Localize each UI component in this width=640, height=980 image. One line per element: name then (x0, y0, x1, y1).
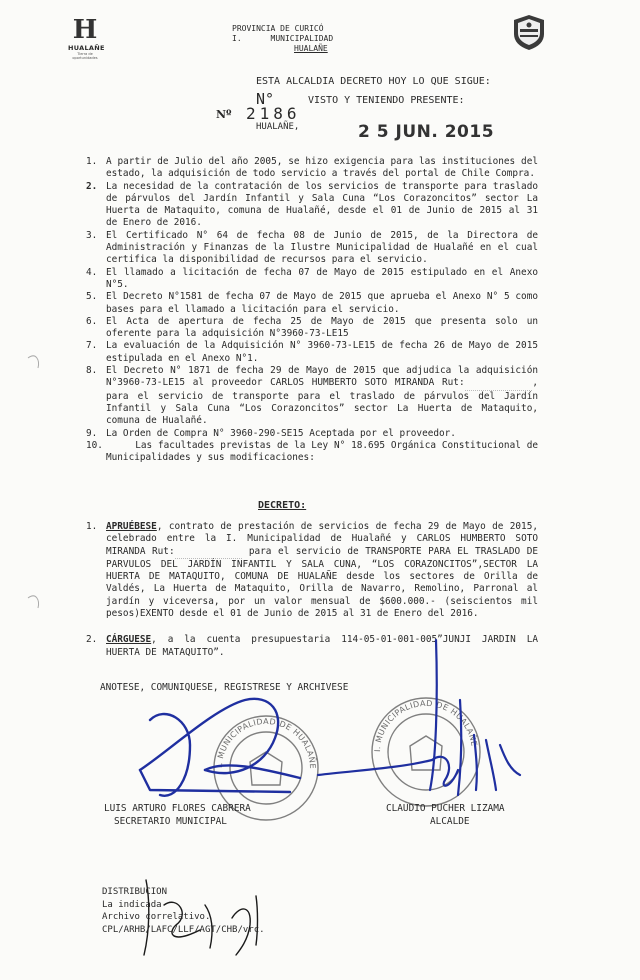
header-municipality: I. MUNICIPALIDAD (232, 34, 334, 43)
list-item (86, 439, 544, 465)
svg-text:I. MUNICIPALIDAD DE HUALAÑE (215, 717, 318, 769)
place-name: HUALAÑE, (256, 122, 300, 132)
resolutions-list (86, 521, 538, 659)
decree-heading: ESTA ALCALDIA DECRETO HOY LO QUE SIGUE: (256, 76, 491, 87)
decreto-title: DECRETO: (258, 500, 307, 511)
distribution-line: Archivo correlativo. (102, 912, 211, 922)
item-text: , a la cuenta presupuestaria 114-05-01-001-005”JUNJI JARDIN LA HUERTA DE MATAQUITO”. (106, 634, 538, 658)
header-province: PROVINCIA DE CURICÓ (232, 24, 324, 33)
visto-heading: VISTO Y TENIENDO PRESENTE: (308, 95, 465, 106)
resolution-keyword: APRUÉBESE (106, 521, 157, 532)
distribution-line: La indicada (102, 899, 162, 910)
list-item (86, 428, 538, 440)
item-number: 6. (86, 315, 98, 327)
number-symbol: N° (256, 90, 275, 108)
item-number: 2. (86, 634, 98, 646)
item-number: 1. (86, 521, 98, 532)
item-text: Las facultades previstas de la Ley N° 18.695 Orgánica Constitucional de Municipalidades y sus modificaciones: (106, 439, 544, 464)
decree-number: 2186 (246, 104, 301, 123)
list-item (86, 267, 538, 292)
item-text: A partir de Julio del año 2005, se hizo exigencia para las instituciones del estado, la adquisición de todo servicio a través del portal de Chile Compra. (106, 156, 538, 180)
signer-left-name: LUIS ARTURO FLORES CABRERA (104, 803, 251, 814)
logo-letter: H (72, 15, 98, 45)
header-text (232, 24, 382, 54)
municipality-logo (68, 15, 105, 60)
list-item (86, 521, 538, 620)
list-item (86, 340, 538, 365)
signature-right (318, 640, 520, 795)
list-item (86, 181, 538, 230)
signer-right-name: CLAUDIO PUCHER LIZAMA (386, 803, 505, 814)
item-text: La Orden de Compra N° 3960-290-SE15 Aceptada por el proveedor. (106, 427, 456, 439)
item-text: El Certificado N° 64 de fecha 08 de Junio de 2015, de la Directora de Administración y Finanzas de la Ilustre Municipalidad de Hualañé en el cual certifica la disponibilidad de recursos para el servicio. (106, 229, 538, 266)
punch-hole-marks (28, 356, 39, 608)
list-item (86, 316, 538, 341)
item-text: , contrato de prestación de servicios de fecha 29 de Mayo de 2015, celebrado entre la I. Municipalidad de Hualañé y CARLOS HUMBERTO SOTO MIRANDA Rut: (106, 521, 538, 557)
item-text: La necesidad de la contratación de los servicios de transporte para traslado de párvulos del Jardín Infantil y Sala Cuna “Los Corazoncitos” sector La Huerta de Mataquito, comuna de Hualañé, desde el 01 de Junio de 2015 al 31 de Enero de 2016. (106, 180, 538, 229)
redacted-rut (465, 377, 533, 390)
item-number: 3. (86, 229, 98, 241)
distribution-line: CPL/ARHB/LAFC/LLF/AGT/CHB/vrc. (102, 924, 265, 935)
list-item (86, 156, 538, 181)
logo-tagline: Tierra de oportunidades (72, 52, 98, 60)
item-number: 1. (86, 156, 98, 167)
item-text: El Acta de apertura de fecha 25 de Mayo de 2015 que presenta solo un oferente para la adquisición N°3960-73-LE15 (106, 315, 538, 340)
resolution-keyword: CÁRGUESE (106, 634, 152, 646)
distribution-block (102, 886, 362, 936)
item-text: El Decreto N°1581 de fecha 07 de Mayo de 2015 que aprueba el Anexo N° 5 como bases para el llamado a licitación para el servicio. (106, 291, 538, 315)
item-text: El Decreto N° 1871 de fecha 29 de Mayo de 2015 que adjudica la adquisición N°3960-73-LE15 al proveedor CARLOS HUMBERTO SOTO MIRANDA Rut: (106, 365, 538, 389)
header-commune: HUALAÑE (294, 44, 328, 53)
vistos-list (86, 156, 544, 464)
distribution-title: DISTRIBUCION (102, 887, 168, 897)
item-text: La evaluación de la Adquisición N° 3960-73-LE15 de fecha 26 de Mayo de 2015 estipulada en el Anexo N°1. (106, 340, 538, 364)
list-item (86, 634, 538, 659)
logo-name: HUALAÑE (68, 44, 105, 52)
official-stamp-right (372, 698, 480, 806)
item-text: El llamado a licitación de fecha 07 de Mayo de 2015 estipulado en el Anexo N°5. (106, 266, 538, 290)
stamp-text-right: I. MUNICIPALIDAD DE HUALAÑE (372, 698, 479, 753)
item-number: 7. (86, 340, 98, 352)
svg-text:I. MUNICIPALIDAD DE HUALAÑE (373, 699, 479, 752)
municipal-crest-icon (508, 12, 550, 52)
item-number: 2. (86, 180, 98, 192)
item-number: 10. (86, 439, 103, 451)
item-number: 5. (86, 291, 98, 303)
redacted-rut (175, 546, 243, 559)
signer-right-title: ALCALDE (430, 816, 470, 827)
item-number: 4. (86, 266, 98, 278)
item-number: 9. (86, 427, 98, 439)
item-text: para el servicio de TRANSPORTE PARA EL TRASLADO DE PARVULOS DEL JARDÍN INFANTIL Y SALA CUNA, “LOS CORAZONCITOS”,SECTOR LA HUERTA DE MATAQUITO, COMUNA DE HUALAÑE desde los sectores de Orilla de Valdés, La Huerta de Mataquito, Orilla de Navarro, Remolino, Parronal al jardín y viceversa, por un valor mensual de $600.000.- (seiscientos mil pesos)EXENTO desde el 01 de Junio de 2015 al 31 de Enero del 2016. (106, 545, 539, 620)
list-item (86, 291, 538, 316)
number-mark: Nº (216, 108, 232, 121)
signer-left-title: SECRETARIO MUNICIPAL (114, 816, 227, 827)
date-stamp: 2 5 JUN. 2015 (358, 122, 495, 142)
item-number: 8. (86, 365, 98, 377)
signature-left (140, 699, 300, 796)
item-text: , para el servicio de transporte para el traslado de párvulos del Jardín Infantil y Sala Cuna “Los Corazoncitos” sector La Huerta de Mataquito, comuna de Hualañé. (106, 377, 538, 427)
stamp-text-left: I. MUNICIPALIDAD DE HUALAÑE (214, 716, 318, 770)
list-item (86, 230, 538, 267)
list-item (86, 365, 538, 427)
closing-formula: ANOTESE, COMUNIQUESE, REGISTRESE Y ARCHIVESE (100, 682, 349, 693)
